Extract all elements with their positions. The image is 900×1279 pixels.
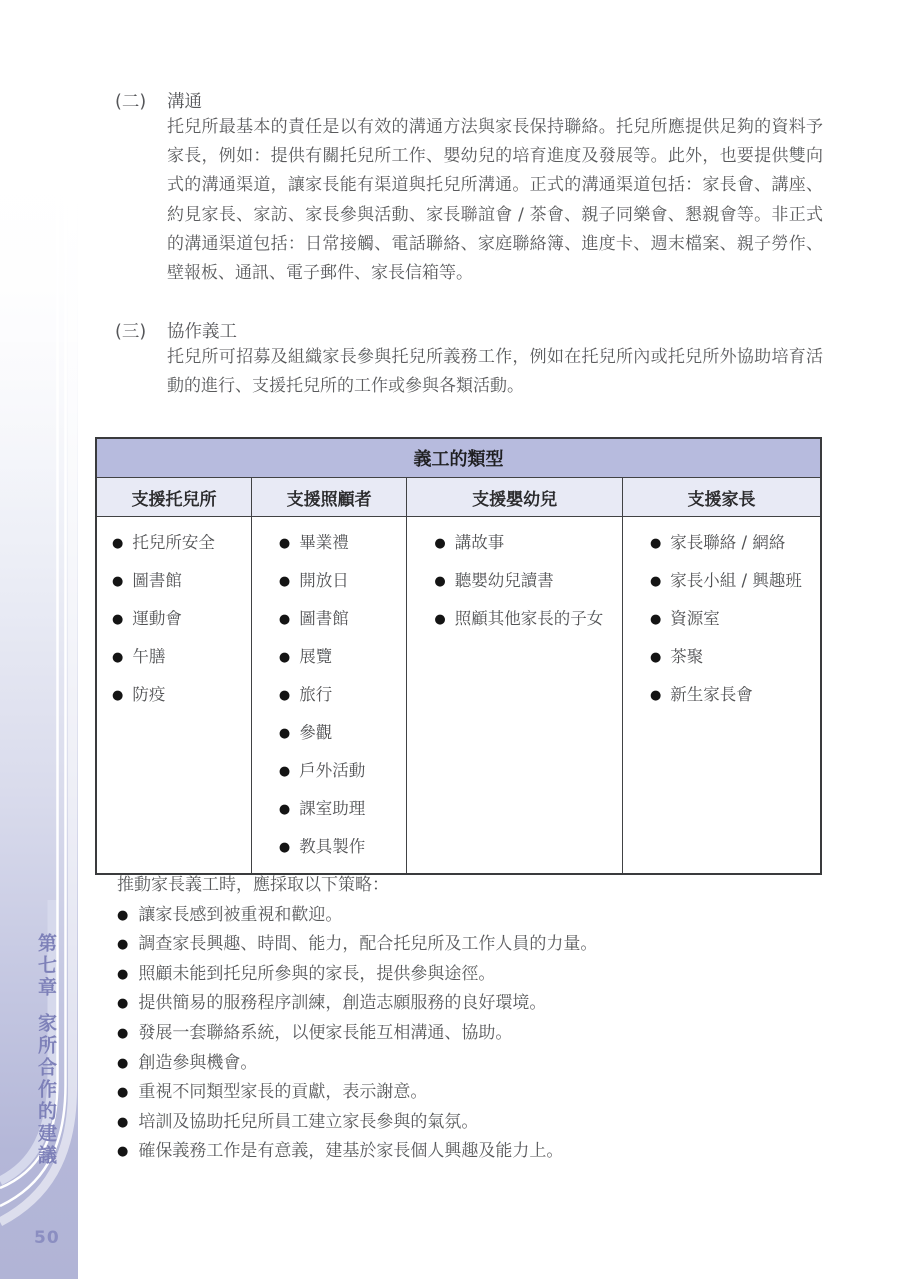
table-item xyxy=(112,607,251,631)
bullet-icon: ● xyxy=(278,574,291,589)
table-item xyxy=(650,569,820,593)
table-item-label: 防疫 xyxy=(132,685,166,704)
table-item-label: 茶聚 xyxy=(670,647,704,666)
table-item xyxy=(112,569,251,593)
strategy-item xyxy=(117,1049,823,1079)
table-item xyxy=(279,759,406,783)
table-item-label: 運動會 xyxy=(132,609,182,628)
table-item-label: 午膳 xyxy=(132,647,166,666)
section-communication-body: 托兒所最基本的責任是以有效的溝通方法與家長保持聯絡。托兒所應提供足夠的資料予家長，例如：提供有關托兒所工作、嬰幼兒的培育進度及發展等。此外，也要提供雙向式的溝通渠道，讓家長能有渠道與托兒所溝通。正式的溝通渠道包括：家長會、講座、約見家長、家訪、家長參與活動、家長聯誼會 / 茶會、親子同樂會、懇親會等。非正式的溝通渠道包括：日常接觸、電話聯絡、家庭聯絡簿、進度卡、週末檔案、親子勞作、壁報板、通訊、電子郵件、家長信箱等。 xyxy=(167,117,823,284)
table-item-label: 家長聯絡 / 網絡 xyxy=(670,533,786,552)
column-parents-cell xyxy=(622,517,821,875)
bullet-icon: ● xyxy=(117,1114,129,1130)
strategy-item-label: 讓家長感到被重視和歡迎。 xyxy=(138,904,343,925)
bullet-icon: ● xyxy=(649,688,662,703)
bullet-icon: ● xyxy=(117,1055,129,1071)
table-item xyxy=(650,683,820,707)
bullet-icon: ● xyxy=(649,574,662,589)
table-item xyxy=(650,645,820,669)
page-number: 50 xyxy=(34,1228,60,1248)
table-item-label: 戶外活動 xyxy=(299,761,366,780)
bullet-icon: ● xyxy=(117,1085,129,1101)
bullet-icon: ● xyxy=(112,536,124,551)
strategy-item-label: 創造參與機會。 xyxy=(138,1052,258,1073)
table-item-label: 講故事 xyxy=(454,533,505,552)
column-carers-cell xyxy=(251,517,406,875)
bullet-icon: ● xyxy=(649,536,662,551)
table-title-row xyxy=(96,438,821,478)
bullet-icon: ● xyxy=(117,937,129,953)
bullet-icon: ● xyxy=(278,650,291,665)
table-item-label: 展覽 xyxy=(299,647,333,666)
table-item-label: 課室助理 xyxy=(299,799,366,818)
bullet-icon: ● xyxy=(649,612,662,627)
bullet-icon: ● xyxy=(117,907,129,923)
table-item-label: 家長小組 / 興趣班 xyxy=(670,571,802,590)
table-item-label: 開放日 xyxy=(299,571,349,590)
column-header-nursery: 支援托兒所 xyxy=(96,478,251,517)
table-title: 義工的類型 xyxy=(96,438,821,478)
chapter-sidebar xyxy=(0,0,78,1279)
section-title: 協作義工 xyxy=(167,322,237,342)
section-communication-heading xyxy=(95,88,202,113)
table-item xyxy=(112,683,251,707)
table-item xyxy=(112,531,251,555)
table-item-label: 教具製作 xyxy=(299,837,366,856)
column-header-infants: 支援嬰幼兒 xyxy=(407,478,623,517)
bullet-icon: ● xyxy=(278,688,291,703)
bullet-icon: ● xyxy=(117,966,129,982)
table-item xyxy=(279,797,406,821)
strategy-item xyxy=(117,1078,823,1108)
column-nursery-cell xyxy=(96,517,251,875)
table-item-label: 畢業禮 xyxy=(299,533,349,552)
strategy-item xyxy=(117,930,823,960)
table-item xyxy=(112,645,251,669)
bullet-icon: ● xyxy=(112,574,124,589)
table-item xyxy=(434,531,622,555)
table-item xyxy=(279,531,406,555)
section-label: (二) xyxy=(115,92,147,112)
table-item-label: 聽嬰幼兒讀書 xyxy=(454,571,554,590)
strategy-item xyxy=(117,1137,823,1167)
strategy-item-label: 調查家長興趣、時間、能力，配合托兒所及工作人員的力量。 xyxy=(138,934,598,955)
strategies-list xyxy=(117,871,823,1167)
section-volunteer-body: 托兒所可招募及組織家長參與托兒所義務工作，例如在托兒所內或托兒所外協助培育活動的進行、支援托兒所的工作或參與各類活動。 xyxy=(167,347,823,397)
chapter-label xyxy=(33,933,60,1167)
section-label: (三) xyxy=(115,322,147,342)
table-item-label: 照顧其他家長的子女 xyxy=(454,609,604,628)
table-item-label: 托兒所安全 xyxy=(132,533,215,552)
bullet-icon: ● xyxy=(278,802,291,817)
strategy-item-label: 培訓及協助托兒所員工建立家長參與的氣氛。 xyxy=(138,1111,479,1132)
bullet-icon: ● xyxy=(434,612,446,627)
strategy-item-label: 照顧未能到托兒所參與的家長，提供參與途徑。 xyxy=(138,963,496,984)
strategy-item-label: 提供簡易的服務程序訓練，創造志願服務的良好環境。 xyxy=(138,993,547,1014)
table-item xyxy=(650,531,820,555)
bullet-icon: ● xyxy=(434,536,446,551)
bullet-icon: ● xyxy=(278,764,291,779)
section-title: 溝通 xyxy=(167,92,202,112)
table-item-label: 參觀 xyxy=(299,723,333,742)
column-infants-cell xyxy=(407,517,623,875)
bullet-icon: ● xyxy=(117,1144,129,1160)
table-item-label: 新生家長會 xyxy=(670,685,753,704)
volunteer-types-table xyxy=(95,437,822,875)
strategy-item-label: 發展一套聯絡系統，以便家長能互相溝通、協助。 xyxy=(138,1022,513,1043)
table-item-label: 圖書館 xyxy=(132,571,182,590)
strategy-item-label: 確保義務工作是有意義，建基於家長個人興趣及能力上。 xyxy=(138,1141,564,1162)
strategy-item xyxy=(117,901,823,931)
item-list xyxy=(407,531,622,631)
bullet-icon: ● xyxy=(112,688,124,703)
table-item xyxy=(279,607,406,631)
chapter-number: 第七章 xyxy=(35,933,57,999)
bullet-icon: ● xyxy=(278,536,291,551)
table-item-label: 旅行 xyxy=(299,685,333,704)
item-list xyxy=(97,531,251,707)
section-volunteer-heading xyxy=(95,318,237,343)
bullet-icon: ● xyxy=(117,1025,129,1041)
bullet-icon: ● xyxy=(112,612,124,627)
column-header-carers: 支援照顧者 xyxy=(251,478,406,517)
strategy-item xyxy=(117,1019,823,1049)
table-item-label: 圖書館 xyxy=(299,609,349,628)
table-header-row xyxy=(96,478,821,517)
strategy-item xyxy=(117,1108,823,1138)
table-item-label: 資源室 xyxy=(670,609,720,628)
strategies-intro: 推動家長義工時，應採取以下策略： xyxy=(117,875,389,895)
strategy-item-label: 重視不同類型家長的貢獻，表示謝意。 xyxy=(138,1082,428,1103)
bullet-icon: ● xyxy=(278,840,291,855)
table-item xyxy=(279,683,406,707)
bullet-icon: ● xyxy=(649,650,662,665)
item-list xyxy=(252,531,406,859)
bullet-icon: ● xyxy=(112,650,124,665)
table-item xyxy=(279,569,406,593)
table-body-row xyxy=(96,517,821,875)
table-item xyxy=(434,607,622,631)
strategy-item xyxy=(117,960,823,990)
column-header-parents: 支援家長 xyxy=(622,478,821,517)
strategy-item xyxy=(117,989,823,1019)
chapter-title: 家所合作的建議 xyxy=(35,1013,57,1167)
table-item xyxy=(279,721,406,745)
item-list xyxy=(623,531,820,707)
table-item xyxy=(650,607,820,631)
bullet-icon: ● xyxy=(278,726,291,741)
table-item xyxy=(434,569,622,593)
bullet-icon: ● xyxy=(434,574,446,589)
bullet-icon: ● xyxy=(278,612,291,627)
bullet-icon: ● xyxy=(117,996,129,1012)
table-item xyxy=(279,835,406,859)
table-item xyxy=(279,645,406,669)
